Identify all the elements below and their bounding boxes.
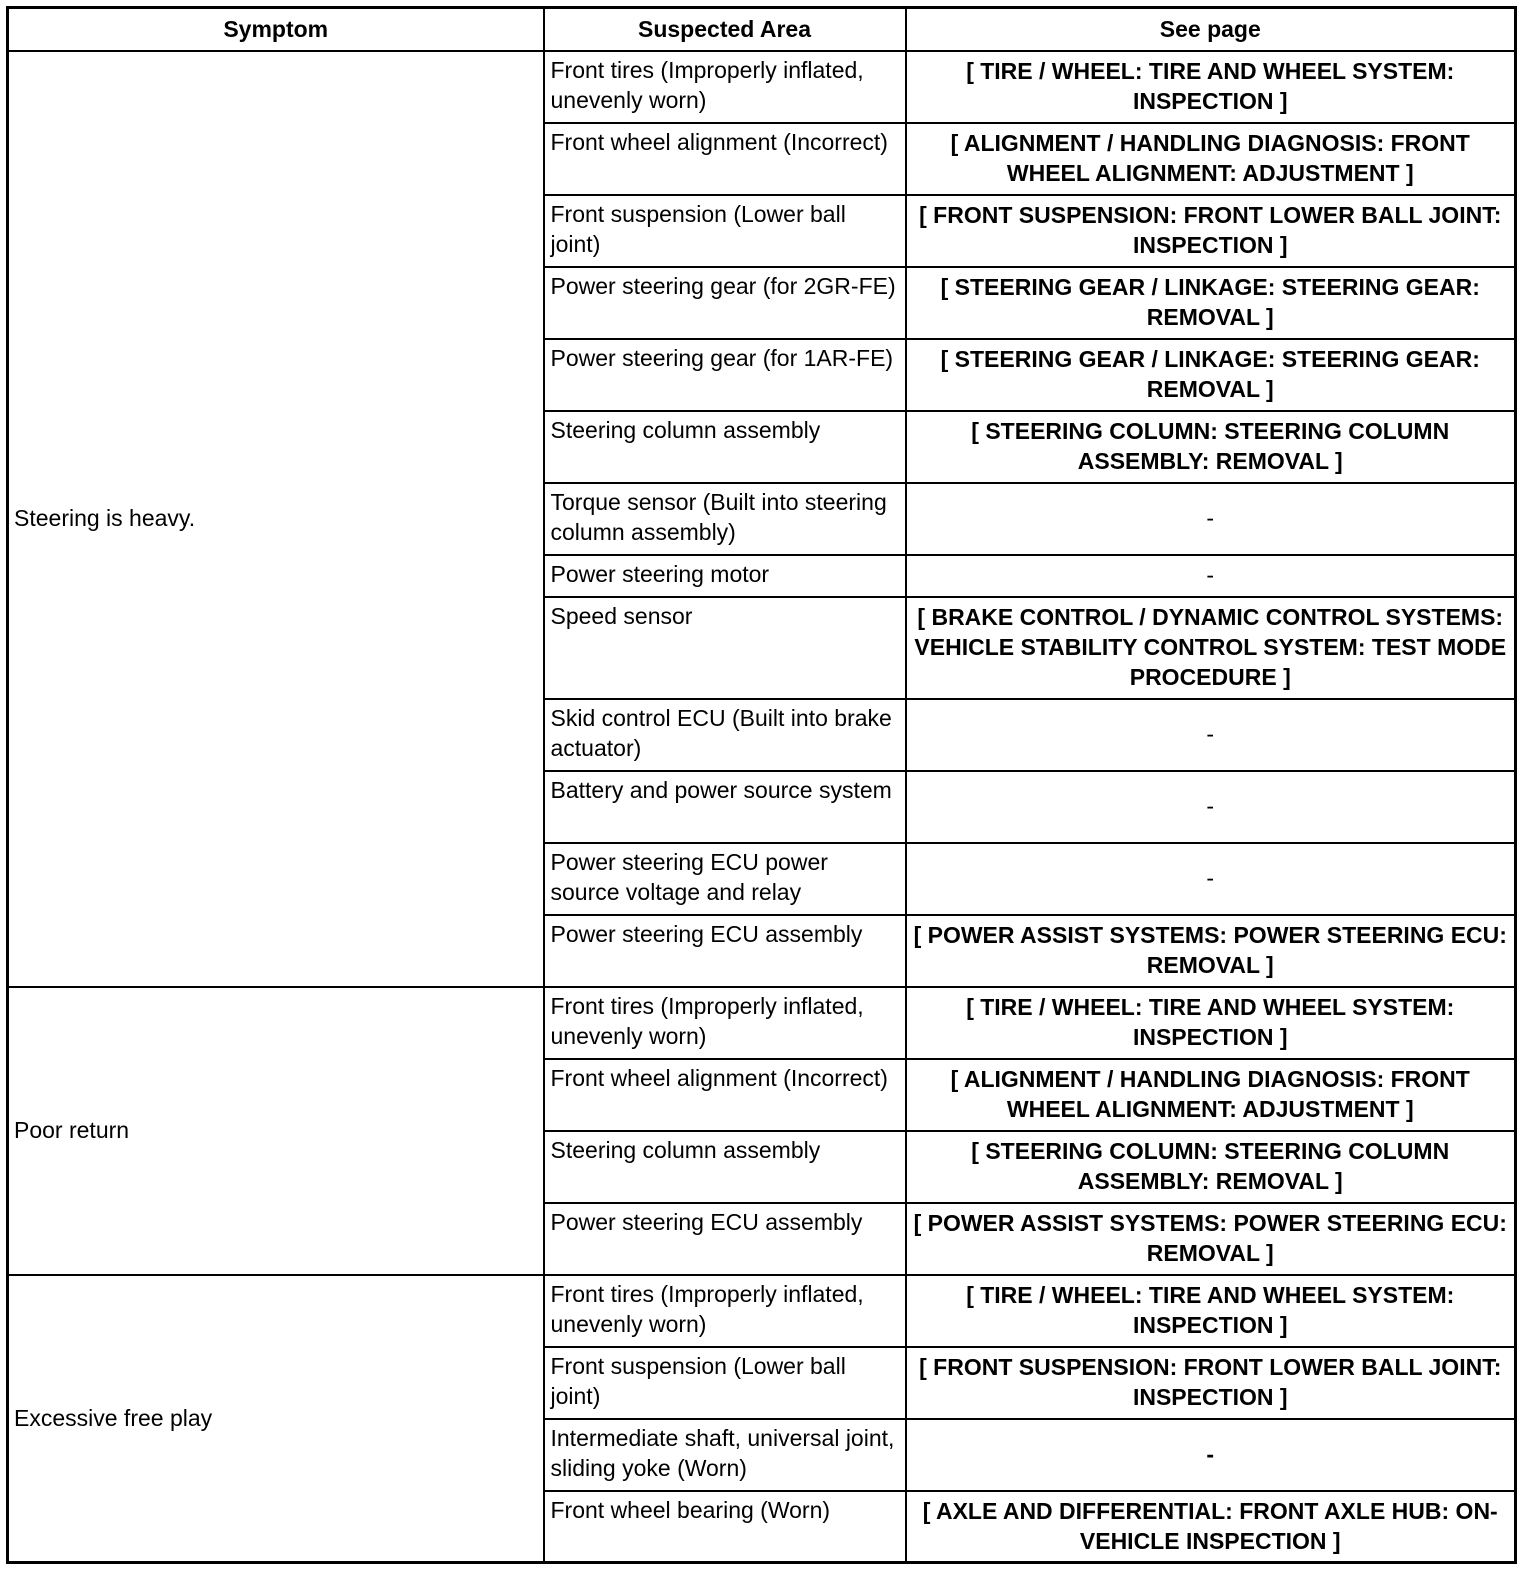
symptom-cell: Excessive free play: [8, 1275, 544, 1563]
suspected-area-cell: Power steering gear (for 1AR-FE): [544, 339, 906, 411]
suspected-area-cell: Front wheel bearing (Worn): [544, 1491, 906, 1563]
suspected-area-cell: Speed sensor: [544, 597, 906, 699]
suspected-area-cell: Power steering ECU assembly: [544, 1203, 906, 1275]
see-page-link[interactable]: [ STEERING COLUMN: STEERING COLUMN ASSEMBLY: REMOVAL ]: [906, 411, 1516, 483]
see-page-link[interactable]: [ STEERING COLUMN: STEERING COLUMN ASSEMBLY: REMOVAL ]: [906, 1131, 1516, 1203]
symptom-table: [6, 6, 1517, 1564]
see-page-link[interactable]: [ POWER ASSIST SYSTEMS: POWER STEERING ECU: REMOVAL ]: [906, 915, 1516, 987]
see-page-link[interactable]: [ STEERING GEAR / LINKAGE: STEERING GEAR: REMOVAL ]: [906, 339, 1516, 411]
suspected-area-cell: Front suspension (Lower ball joint): [544, 1347, 906, 1419]
see-page-empty: -: [906, 699, 1516, 771]
suspected-area-cell: Steering column assembly: [544, 411, 906, 483]
header-suspected-area: Suspected Area: [544, 8, 906, 51]
suspected-area-cell: Battery and power source system: [544, 771, 906, 843]
see-page-empty: -: [906, 1419, 1516, 1491]
see-page-link[interactable]: [ BRAKE CONTROL / DYNAMIC CONTROL SYSTEMS: VEHICLE STABILITY CONTROL SYSTEM: TEST MODE PROCEDURE ]: [906, 597, 1516, 699]
suspected-area-cell: Front suspension (Lower ball joint): [544, 195, 906, 267]
document-page: [6, 6, 1517, 1564]
suspected-area-cell: Power steering ECU power source voltage and relay: [544, 843, 906, 915]
see-page-link[interactable]: [ TIRE / WHEEL: TIRE AND WHEEL SYSTEM: INSPECTION ]: [906, 1275, 1516, 1347]
suspected-area-cell: Intermediate shaft, universal joint, sliding yoke (Worn): [544, 1419, 906, 1491]
suspected-area-cell: Power steering motor: [544, 555, 906, 597]
see-page-empty: -: [906, 555, 1516, 597]
header-see-page: See page: [906, 8, 1516, 51]
header-row: [8, 8, 1516, 51]
see-page-link[interactable]: [ TIRE / WHEEL: TIRE AND WHEEL SYSTEM: INSPECTION ]: [906, 51, 1516, 123]
see-page-empty: -: [906, 483, 1516, 555]
suspected-area-cell: Power steering gear (for 2GR-FE): [544, 267, 906, 339]
suspected-area-cell: Front wheel alignment (Incorrect): [544, 1059, 906, 1131]
table-row: [8, 51, 1516, 123]
see-page-link[interactable]: [ STEERING GEAR / LINKAGE: STEERING GEAR: REMOVAL ]: [906, 267, 1516, 339]
suspected-area-cell: Power steering ECU assembly: [544, 915, 906, 987]
symptom-cell: Steering is heavy.: [8, 51, 544, 987]
suspected-area-cell: Steering column assembly: [544, 1131, 906, 1203]
suspected-area-cell: Front tires (Improperly inflated, unevenly worn): [544, 987, 906, 1059]
table-row: [8, 987, 1516, 1059]
see-page-link[interactable]: [ ALIGNMENT / HANDLING DIAGNOSIS: FRONT WHEEL ALIGNMENT: ADJUSTMENT ]: [906, 1059, 1516, 1131]
see-page-link[interactable]: [ AXLE AND DIFFERENTIAL: FRONT AXLE HUB: ON-VEHICLE INSPECTION ]: [906, 1491, 1516, 1563]
suspected-area-cell: Torque sensor (Built into steering column assembly): [544, 483, 906, 555]
see-page-link[interactable]: [ FRONT SUSPENSION: FRONT LOWER BALL JOINT: INSPECTION ]: [906, 195, 1516, 267]
see-page-link[interactable]: [ POWER ASSIST SYSTEMS: POWER STEERING ECU: REMOVAL ]: [906, 1203, 1516, 1275]
symptom-cell: Poor return: [8, 987, 544, 1275]
suspected-area-cell: Front tires (Improperly inflated, unevenly worn): [544, 51, 906, 123]
see-page-empty: -: [906, 843, 1516, 915]
suspected-area-cell: Front wheel alignment (Incorrect): [544, 123, 906, 195]
suspected-area-cell: Front tires (Improperly inflated, unevenly worn): [544, 1275, 906, 1347]
see-page-link[interactable]: [ TIRE / WHEEL: TIRE AND WHEEL SYSTEM: INSPECTION ]: [906, 987, 1516, 1059]
see-page-link[interactable]: [ FRONT SUSPENSION: FRONT LOWER BALL JOINT: INSPECTION ]: [906, 1347, 1516, 1419]
see-page-link[interactable]: [ ALIGNMENT / HANDLING DIAGNOSIS: FRONT WHEEL ALIGNMENT: ADJUSTMENT ]: [906, 123, 1516, 195]
header-symptom: Symptom: [8, 8, 544, 51]
table-row: [8, 1275, 1516, 1347]
see-page-empty: -: [906, 771, 1516, 843]
suspected-area-cell: Skid control ECU (Built into brake actuator): [544, 699, 906, 771]
